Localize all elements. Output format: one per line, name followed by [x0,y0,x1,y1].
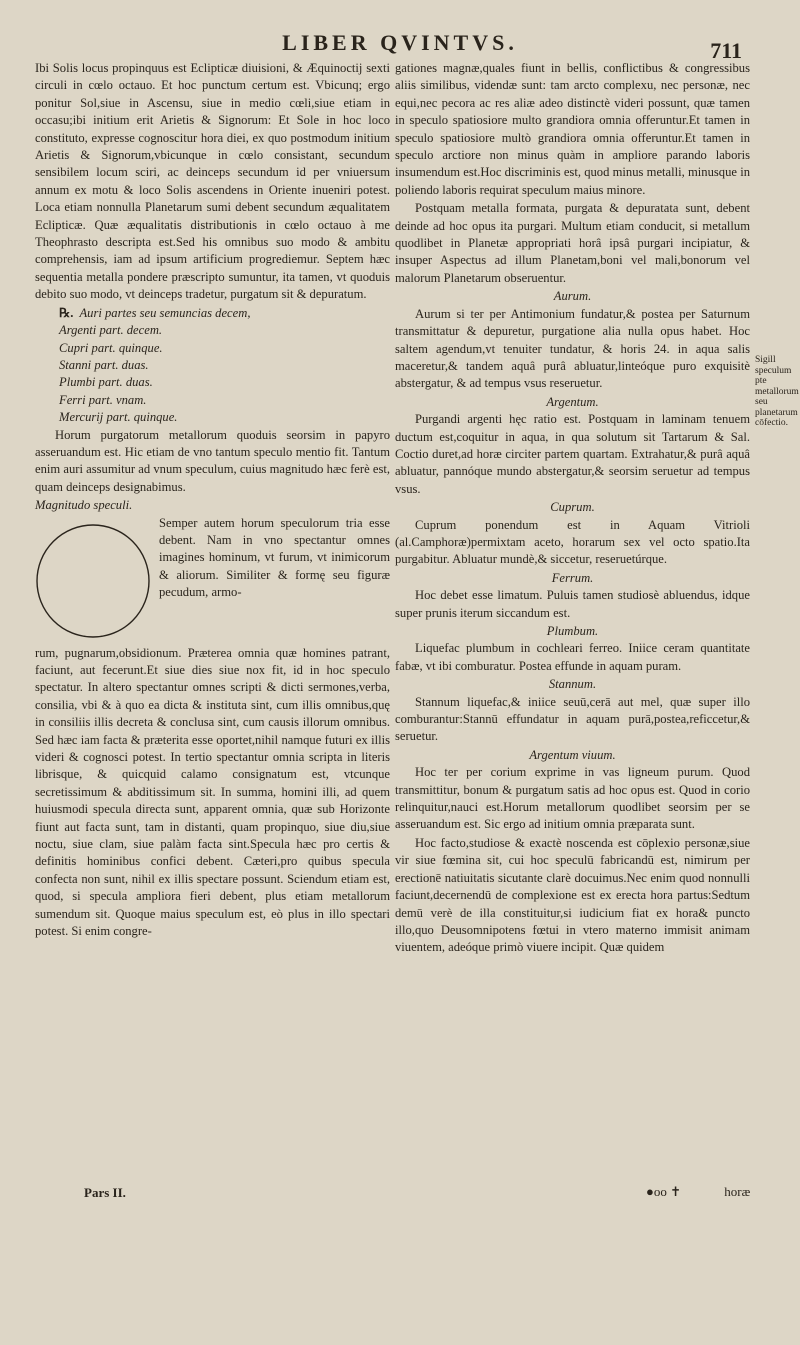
paragraph-stannum: Stannum liquefac,& iniice seuū,cerā aut mel, quæ super illo comburantur:Stannū effundatur in aquam purā,postea,reficcetur,& seruetur. [395,694,750,744]
signature-mark: Pars II. [84,1185,126,1200]
signature-marks: ●oo ✝ [646,1184,681,1199]
right-paragraph-2: Postquam metalla formata, purgata & depuratata sunt, debent deinde ad hoc opus ita purgari. Multum etiam conducit, si metallum quodlibet in Planetæ appropriati horâ ipsâ purgari incipiatur, & insuper Aspectus ad illum Planetam,boni vel mali,bonorum vel malorum Planetarum obseruentur. [395,201,750,285]
right-column [395,60,750,958]
recipe-item-1: Argenti part. decem. [59,323,163,338]
recipe-symbol: ℞. [59,305,74,320]
recipe-item-0: ℞. Auri partes seu semuncias decem, [59,305,251,320]
paragraph-aurum: Aurum si ter per Antimonium fundatur,& postea per Saturnum transmittatur & depuretur, purgatione alia nulla opus habet. Hoc saltem agendum,vt tenuiter tundatur, & horis 24. in aqua salis maceretur,& tandem aquâ purâ abluatur,linteóque puro exquisitè abstergatur, & ad tempus vsus reseruetur. [395,306,750,391]
heading-argentum: Argentum. [546,394,599,409]
heading-stannum: Stannum. [548,677,597,692]
margin-note: Sigill speculum pte metallorum seu planetarum cōfectio. [755,355,799,428]
paragraph-argentum-viuum: Hoc ter per corium exprime in vas ligneum purum. Quod transmittitur, bonum & purgatum satis ad hoc opus est. Quod in corio relinquitur,nauci est.Horum metallorum quodlibet seorsim per se asseruandum est. Sic ergo ad initium omnia præparata sunt. [395,765,750,832]
mirror-figure-block [35,515,390,645]
footer-right [646,1184,750,1200]
recipe-item-6: Mercurij part. quinque. [59,410,178,425]
heading-plumbum: Plumbum. [546,624,599,638]
left-column [35,60,390,941]
mirror-circle-figure [35,515,153,645]
left-paragraph-3-beside: Semper autem horum speculorum tria esse debent. Nam in vno spectantur omnes imagines hominum, vt furum, vt inimicorum & aliorum. Similiter & formę seu figuræ pecudum, armo- [159,515,390,600]
heading-argentum-viuum: Argentum viuum. [529,747,616,762]
paragraph-ferrum: Hoc debet esse limatum. Puluis tamen studiosè abluendus, idque super prunis iterum siccandum est. [395,588,750,620]
figure-caption: Magnitudo speculi. [35,498,133,513]
recipe-item-5: Ferri part. vnam. [59,392,147,407]
paragraph-argentum: Purgandi argenti hęc ratio est. Postquam in laminam tenuem ductum est,coquitur in aqua, in qua solutum sit Tartarum & Sal. Coctio duret,ad horæ circiter partem quartam. Extrahatur,& purâ aquâ abluatur, pannóque mundo abstergatur,& seorsim seruetur ad tempus vsus. [395,412,750,496]
left-paragraph-3-rest: rum, pugnarum,obsidionum. Præterea omnia quæ homines patrant, faciunt, aut fecerunt.Et siue dies siue nox fit, id in hoc speculo spectatur. In altero spectantur omnes scripti & dicti sermones,verba, consilia, vbi & à quo ea dicta & instituta sint, cum illis omnibus,quę in consiliis illis decreta & conclusa sint, cum causis illorum omnibus. Sed hæc iam facta & præterita esse oportet,nihil namque futuri ex illis videri & cognosci potest. In tertio spectantur omnia scripta in literis librisque, & quicquid calamo consignatum est, vtcunque secretissimum & abditissimum sit. In summa, homini illi, ad quem huiusmodi specula directa sunt, apparent omnia, quæ sub Horizonte fiunt aut facta sunt, tam in distanti, quam propinquo, siue diu,siue noctu, siue clam, siue palàm facta sint.Specula hæc pro certis & definitis hominibus confici debent. Cæteri,pro quibus specula confecta non sunt, nihil ex illis spectare possunt. Sciendum etiam est, quod, si specula ampliora fieri debent, plus etiam metallorum sumendum sit. Quoque maius speculum est, eò plus in illo spectari potest. Si enim congre- [35,645,390,939]
page-number: 711 [710,38,742,63]
left-paragraph-1: Ibi Solis locus propinquus est Eclipticæ diuisioni, & Æquinoctij sexti circuli in cœlo octauo. Et hoc punctum certum est. Vbicunq; ergo ponitur Sol,siue in Ascensu, siue in medio cœli,siue etiam in occasu;ibi initium erit Arietis & Signorum: Et Sole in hoc loco constituto, expresse cognoscitur hora diei, ex quo postmodum initium Arietis & Signorum,vbicunque in cœlo consistant, secundum sensibilem locum sciri, ac deinceps secundum id per vniuersum annum ex motu & loco Solis ascendens in Oriente inueniri potest. Loca etiam nonnulla Planetarum sumi debent secundum æqualitatem Eclipticæ. Quæ æqualitatis distributionis in cœlo octauo à me Theophrasto descripta est.Sed his omnibus suo modo & ambitu comprehensis, iam ad ipsum artificium progrediemur. Septem hæc sequentia metalla pondere præscripto sumuntur, ita tamen, vt quoduis debito suo modo, vt deinceps tradetur, purgatum sit & depuratum. [35,61,390,302]
paragraph-plumbum: Liquefac plumbum in cochleari ferreo. Iniice ceram quantitate fabæ, vt ibi comburatur. Postea effunde in aquam puram. [395,641,750,673]
heading-aurum: Aurum. [553,289,592,304]
running-title: LIBER QVINTVS. [282,30,518,55]
right-paragraph-1: gationes magnæ,quales fiunt in bellis, conflictibus & congressibus aliis similibus, videndæ sunt: tam arcto complexu, nec personæ, nec equi,nec pecora ac res aliæ adeo distinctè videri possunt, quæ tamen in speculo spatiosiore multo grandiora omnia offeruntur.Et tamen in speculo spatiosiore multò grandiora omnia offeruntur.Et tamen in speculo arctiore non minus quàm in ampliore parando laboris insumendum est.Hoc discriminis est, quod minus metalli, minusque in poliendo laboris requirat speculum maius minore. [395,61,750,197]
heading-cuprum: Cuprum. [550,500,595,515]
recipe-list [59,305,390,427]
heading-ferrum: Ferrum. [551,570,594,585]
paragraph-cuprum: Cuprum ponendum est in Aquam Vitrioli (al.Camphoræ)permixtam aceto, horarum sex vel octo spatio.Ita purgabitur. Abluatur mundè,& siccetur, reseruetúrque. [395,517,750,567]
paragraph-last: Hoc facto,studiose & exactè noscenda est cōplexio personæ,siue vir siue fœmina sit, cui hoc speculū fabricandū est, nimirum per erectionē natiuitatis sicutante clarè docuimus.Nec enim quod nonnulli faciunt,decernendū de complexione est ex erecta hora partus:Sedtum demū verè de illa constituitur,si iudicium fiat ex hora& puncto illo,quo Deusomnipotens fœtui in vtero materno immisit animam viuentem, adeóque primò viuere incipit. Quæ quidem [395,835,750,955]
recipe-item-2: Cupri part. quinque. [59,340,163,355]
recipe-item-3: Stanni part. duas. [59,357,149,372]
catchword: horæ [724,1184,751,1199]
recipe-item-4: Plumbi part. duas. [59,375,153,390]
left-paragraph-2: Horum purgatorum metallorum quoduis seorsim in papyro asseruandum est. Hic etiam de vno tantum speculo mentio fit. Tantum enim auri assumitur ad vnum speculum, cuius magnitudo hæc ferè est, quam deinceps designabimus. [35,427,390,494]
